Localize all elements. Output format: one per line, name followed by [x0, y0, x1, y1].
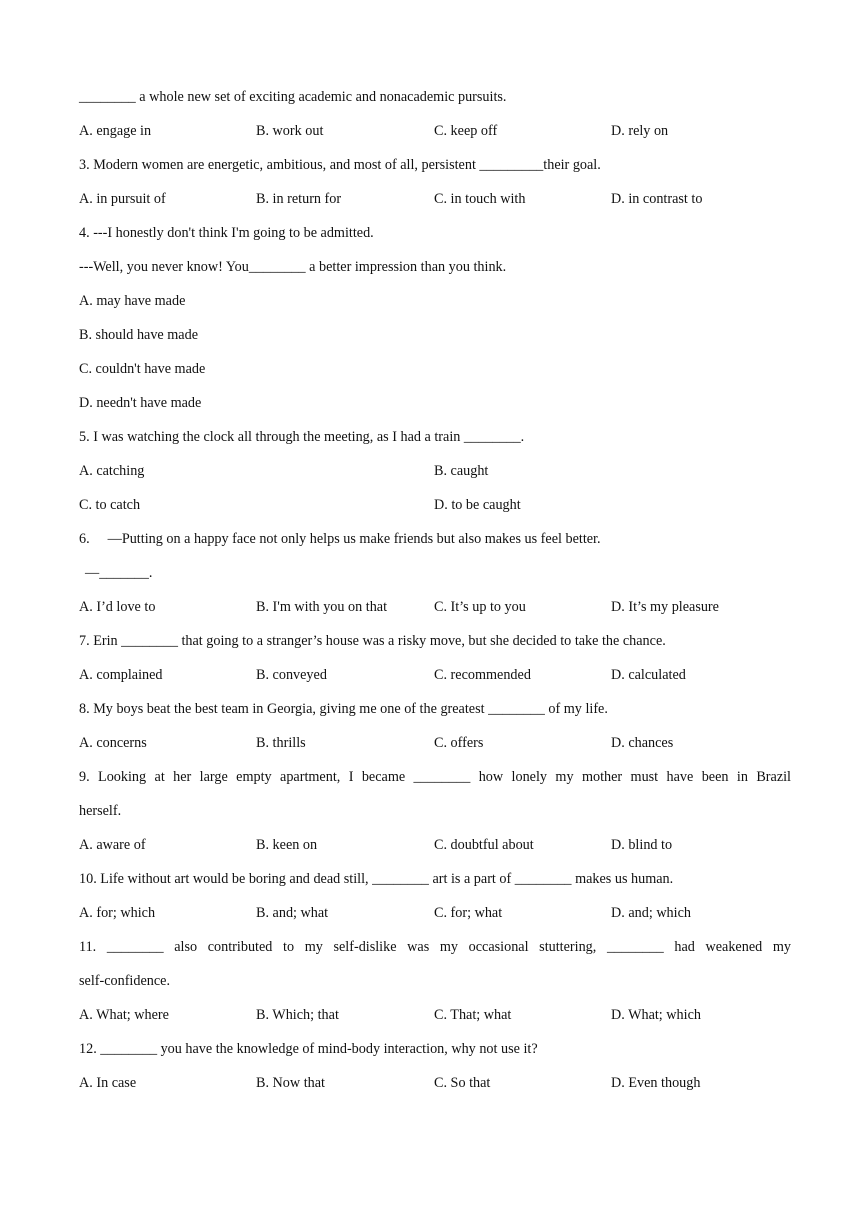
- q10-option-a: A. for; which: [79, 905, 156, 921]
- q11-option-b: B. Which; that: [256, 1007, 339, 1023]
- q12-option-a: A. In case: [79, 1075, 137, 1091]
- q3-option-c: C. in touch with: [434, 191, 526, 207]
- q12-stem: 12. ________ you have the knowledge of mind-body interaction, why not use it?: [79, 1041, 538, 1057]
- q3-stem: 3. Modern women are energetic, ambitious, and most of all, persistent _________their goal.: [79, 157, 601, 173]
- q2-options: [79, 120, 791, 154]
- q9-option-d: D. blind to: [611, 837, 673, 853]
- q8-option-d: D. chances: [611, 735, 674, 751]
- q6-options: [79, 596, 791, 630]
- q6-reply: —_______.: [85, 565, 153, 581]
- q6-option-b: B. I'm with you on that: [256, 599, 388, 615]
- q12-option-d: D. Even though: [611, 1075, 701, 1091]
- q5-option-d: D. to be caught: [434, 497, 521, 513]
- q7-options: [79, 664, 791, 698]
- q8-option-c: C. offers: [434, 735, 484, 751]
- q6-stem-line: [79, 528, 791, 562]
- q11-options: [79, 1004, 791, 1038]
- q12-option-c: C. So that: [434, 1075, 491, 1091]
- q2-option-b: B. work out: [256, 123, 324, 139]
- q8-stem: 8. My boys beat the best team in Georgia, giving me one of the greatest ________ of my life.: [79, 701, 608, 717]
- q2-option-c: C. keep off: [434, 123, 498, 139]
- q11-option-c: C. That; what: [434, 1007, 512, 1023]
- q10-option-c: C. for; what: [434, 905, 503, 921]
- q3-option-b: B. in return for: [256, 191, 342, 207]
- q3-option-d: D. in contrast to: [611, 191, 703, 207]
- q7-stem: 7. Erin ________ that going to a stranger’s house was a risky move, but she decided to take the chance.: [79, 633, 666, 649]
- q11-option-d: D. What; which: [611, 1007, 701, 1023]
- q6-number: 6.: [79, 531, 90, 547]
- q5-option-b: B. caught: [434, 463, 489, 479]
- q12-option-b: B. Now that: [256, 1075, 325, 1091]
- q2-stem: ________ a whole new set of exciting academic and nonacademic pursuits.: [79, 89, 507, 105]
- q4-option-d: D. needn't have made: [79, 395, 202, 411]
- q9-stem: 9. Looking at her large empty apartment, I became ________ how lonely my mother must have been in Brazil: [79, 769, 791, 785]
- q4-option-b: B. should have made: [79, 327, 198, 343]
- q10-option-b: B. and; what: [256, 905, 329, 921]
- q6-option-c: C. It’s up to you: [434, 599, 526, 615]
- q9-stem-cont: herself.: [79, 803, 122, 819]
- q7-option-a: A. complained: [79, 667, 163, 683]
- q7-option-b: B. conveyed: [256, 667, 327, 683]
- q2-option-a: A. engage in: [79, 123, 152, 139]
- q10-options: [79, 902, 791, 936]
- q8-option-b: B. thrills: [256, 735, 306, 751]
- q5-stem: 5. I was watching the clock all through the meeting, as I had a train ________.: [79, 429, 525, 445]
- q9-option-a: A. aware of: [79, 837, 146, 853]
- q8-option-a: A. concerns: [79, 735, 147, 751]
- q12-options: [79, 1072, 791, 1106]
- q11-stem-cont: self-confidence.: [79, 973, 170, 989]
- q11-stem: 11. ________ also contributed to my self-dislike was my occasional stuttering, ________ had weakened my: [79, 939, 791, 955]
- q4-stem-1: 4. ---I honestly don't think I'm going to be admitted.: [79, 225, 374, 241]
- q3-option-a: A. in pursuit of: [79, 191, 166, 207]
- q9-option-b: B. keen on: [256, 837, 318, 853]
- q5-option-c: C. to catch: [79, 497, 141, 513]
- q5-option-a: A. catching: [79, 463, 145, 479]
- q5-options-row-1: [79, 460, 791, 494]
- q4-option-c: C. couldn't have made: [79, 361, 206, 377]
- question-list: [79, 86, 791, 1106]
- q8-options: [79, 732, 791, 766]
- q10-stem: 10. Life without art would be boring and dead still, ________ art is a part of ________ makes us human.: [79, 871, 674, 887]
- q7-option-c: C. recommended: [434, 667, 531, 683]
- q10-option-d: D. and; which: [611, 905, 691, 921]
- q6-option-d: D. It’s my pleasure: [611, 599, 719, 615]
- q3-options: [79, 188, 791, 222]
- q5-options-row-2: [79, 494, 791, 528]
- q11-option-a: A. What; where: [79, 1007, 169, 1023]
- q2-option-d: D. rely on: [611, 123, 669, 139]
- q7-option-d: D. calculated: [611, 667, 686, 683]
- q9-option-c: C. doubtful about: [434, 837, 534, 853]
- q9-options: [79, 834, 791, 868]
- q6-option-a: A. I’d love to: [79, 599, 156, 615]
- q4-option-a: A. may have made: [79, 293, 186, 309]
- q4-stem-2: ---Well, you never know! You________ a better impression than you think.: [79, 259, 507, 275]
- q6-stem: —Putting on a happy face not only helps us make friends but also makes us feel better.: [107, 531, 601, 547]
